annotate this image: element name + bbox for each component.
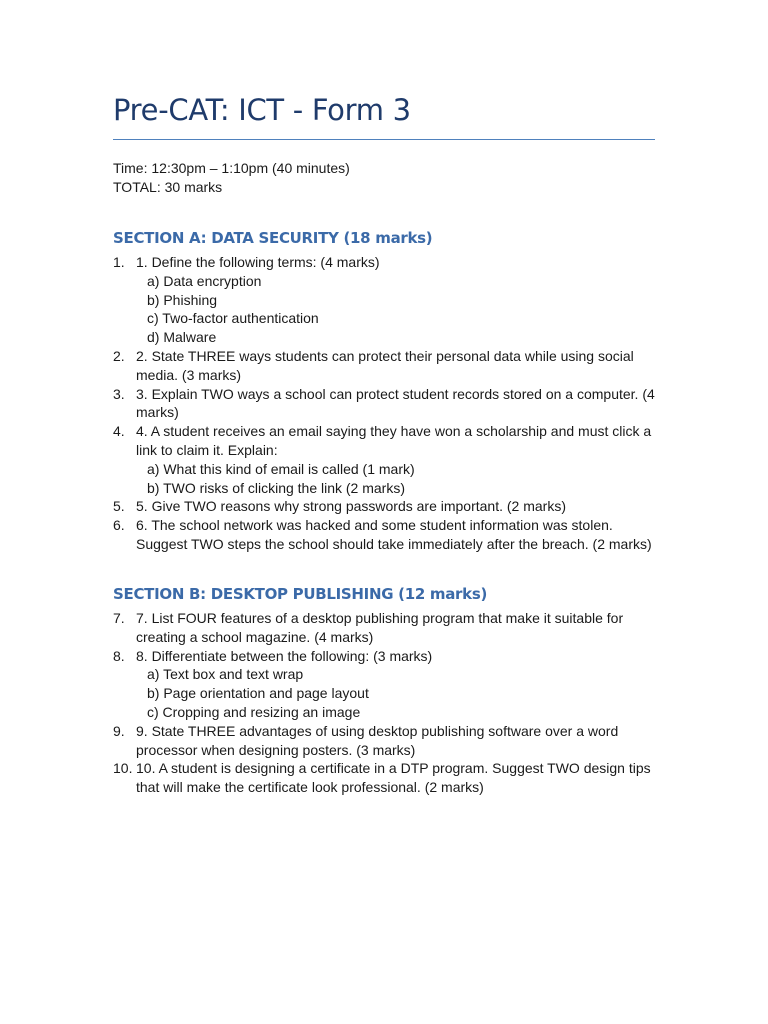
question-text: 6. The school network was hacked and some student information was stolen. Suggest TWO steps the school should take immediately after the breach. (2 marks): [136, 517, 652, 552]
sub-question: c) Two-factor authentication: [147, 310, 319, 327]
sub-question: d) Malware: [147, 329, 217, 346]
exam-time: Time: 12:30pm – 1:10pm (40 minutes): [113, 160, 350, 176]
exam-meta: [113, 159, 350, 197]
question-number: 4.: [113, 423, 125, 440]
question-number: 2.: [113, 347, 125, 364]
question-item: [113, 347, 658, 385]
question-item: [113, 385, 658, 423]
question-text: 1. Define the following terms: (4 marks): [136, 254, 380, 270]
exam-total: TOTAL: 30 marks: [113, 178, 223, 195]
question-number: 1.: [113, 254, 125, 270]
page-title: Pre-CAT: ICT - Form 3: [113, 93, 411, 127]
question-item: [113, 609, 658, 647]
question-number: 10.: [113, 760, 133, 777]
question-item: [113, 647, 658, 722]
sub-question: b) Page orientation and page layout: [147, 685, 369, 702]
question-number: 9.: [113, 722, 125, 739]
sub-question: a) Text box and text wrap: [147, 666, 304, 683]
question-text: 2. State THREE ways students can protect their personal data while using social media. (3 marks): [136, 347, 634, 383]
question-item: [113, 516, 658, 554]
question-text: 9. State THREE advantages of using desktop publishing software over a word processor when designing posters. (3 marks): [136, 722, 619, 758]
sub-question: c) Cropping and resizing an image: [147, 703, 361, 720]
section-a-heading: SECTION A: DATA SECURITY (18 marks): [113, 229, 433, 247]
question-text: 8. Differentiate between the following: (3 marks): [136, 647, 433, 664]
question-number: 8.: [113, 647, 125, 664]
section-a-questions: [113, 253, 658, 554]
question-text: 4. A student receives an email saying they have won a scholarship and must click a link to claim it. Explain:: [136, 423, 652, 458]
question-item: [113, 253, 658, 347]
question-item: [113, 722, 658, 760]
question-number: 3.: [113, 385, 125, 402]
sub-question: b) TWO risks of clicking the link (2 marks): [147, 479, 406, 496]
question-text: 3. Explain TWO ways a school can protect student records stored on a computer. (4 marks): [136, 385, 655, 421]
question-text: 10. A student is designing a certificate in a DTP program. Suggest TWO design tips that will make the certificate look professional. (2 marks): [136, 760, 651, 796]
title-underline: [113, 139, 655, 140]
question-item: [113, 422, 658, 497]
question-number: 7.: [113, 610, 125, 626]
question-item: [113, 497, 658, 516]
question-text: 5. Give TWO reasons why strong passwords are important. (2 marks): [136, 498, 566, 515]
question-text: 7. List FOUR features of a desktop publishing program that make it suitable for creating a school magazine. (4 marks): [136, 610, 624, 645]
section-b-questions: [113, 609, 658, 797]
question-number: 6.: [113, 517, 125, 534]
question-item: [113, 759, 658, 797]
sub-question: a) Data encryption: [147, 272, 262, 289]
sub-question: b) Phishing: [147, 291, 218, 308]
section-b-heading: SECTION B: DESKTOP PUBLISHING (12 marks): [113, 585, 488, 603]
question-number: 5.: [113, 498, 125, 515]
sub-question: a) What this kind of email is called (1 mark): [147, 460, 415, 477]
